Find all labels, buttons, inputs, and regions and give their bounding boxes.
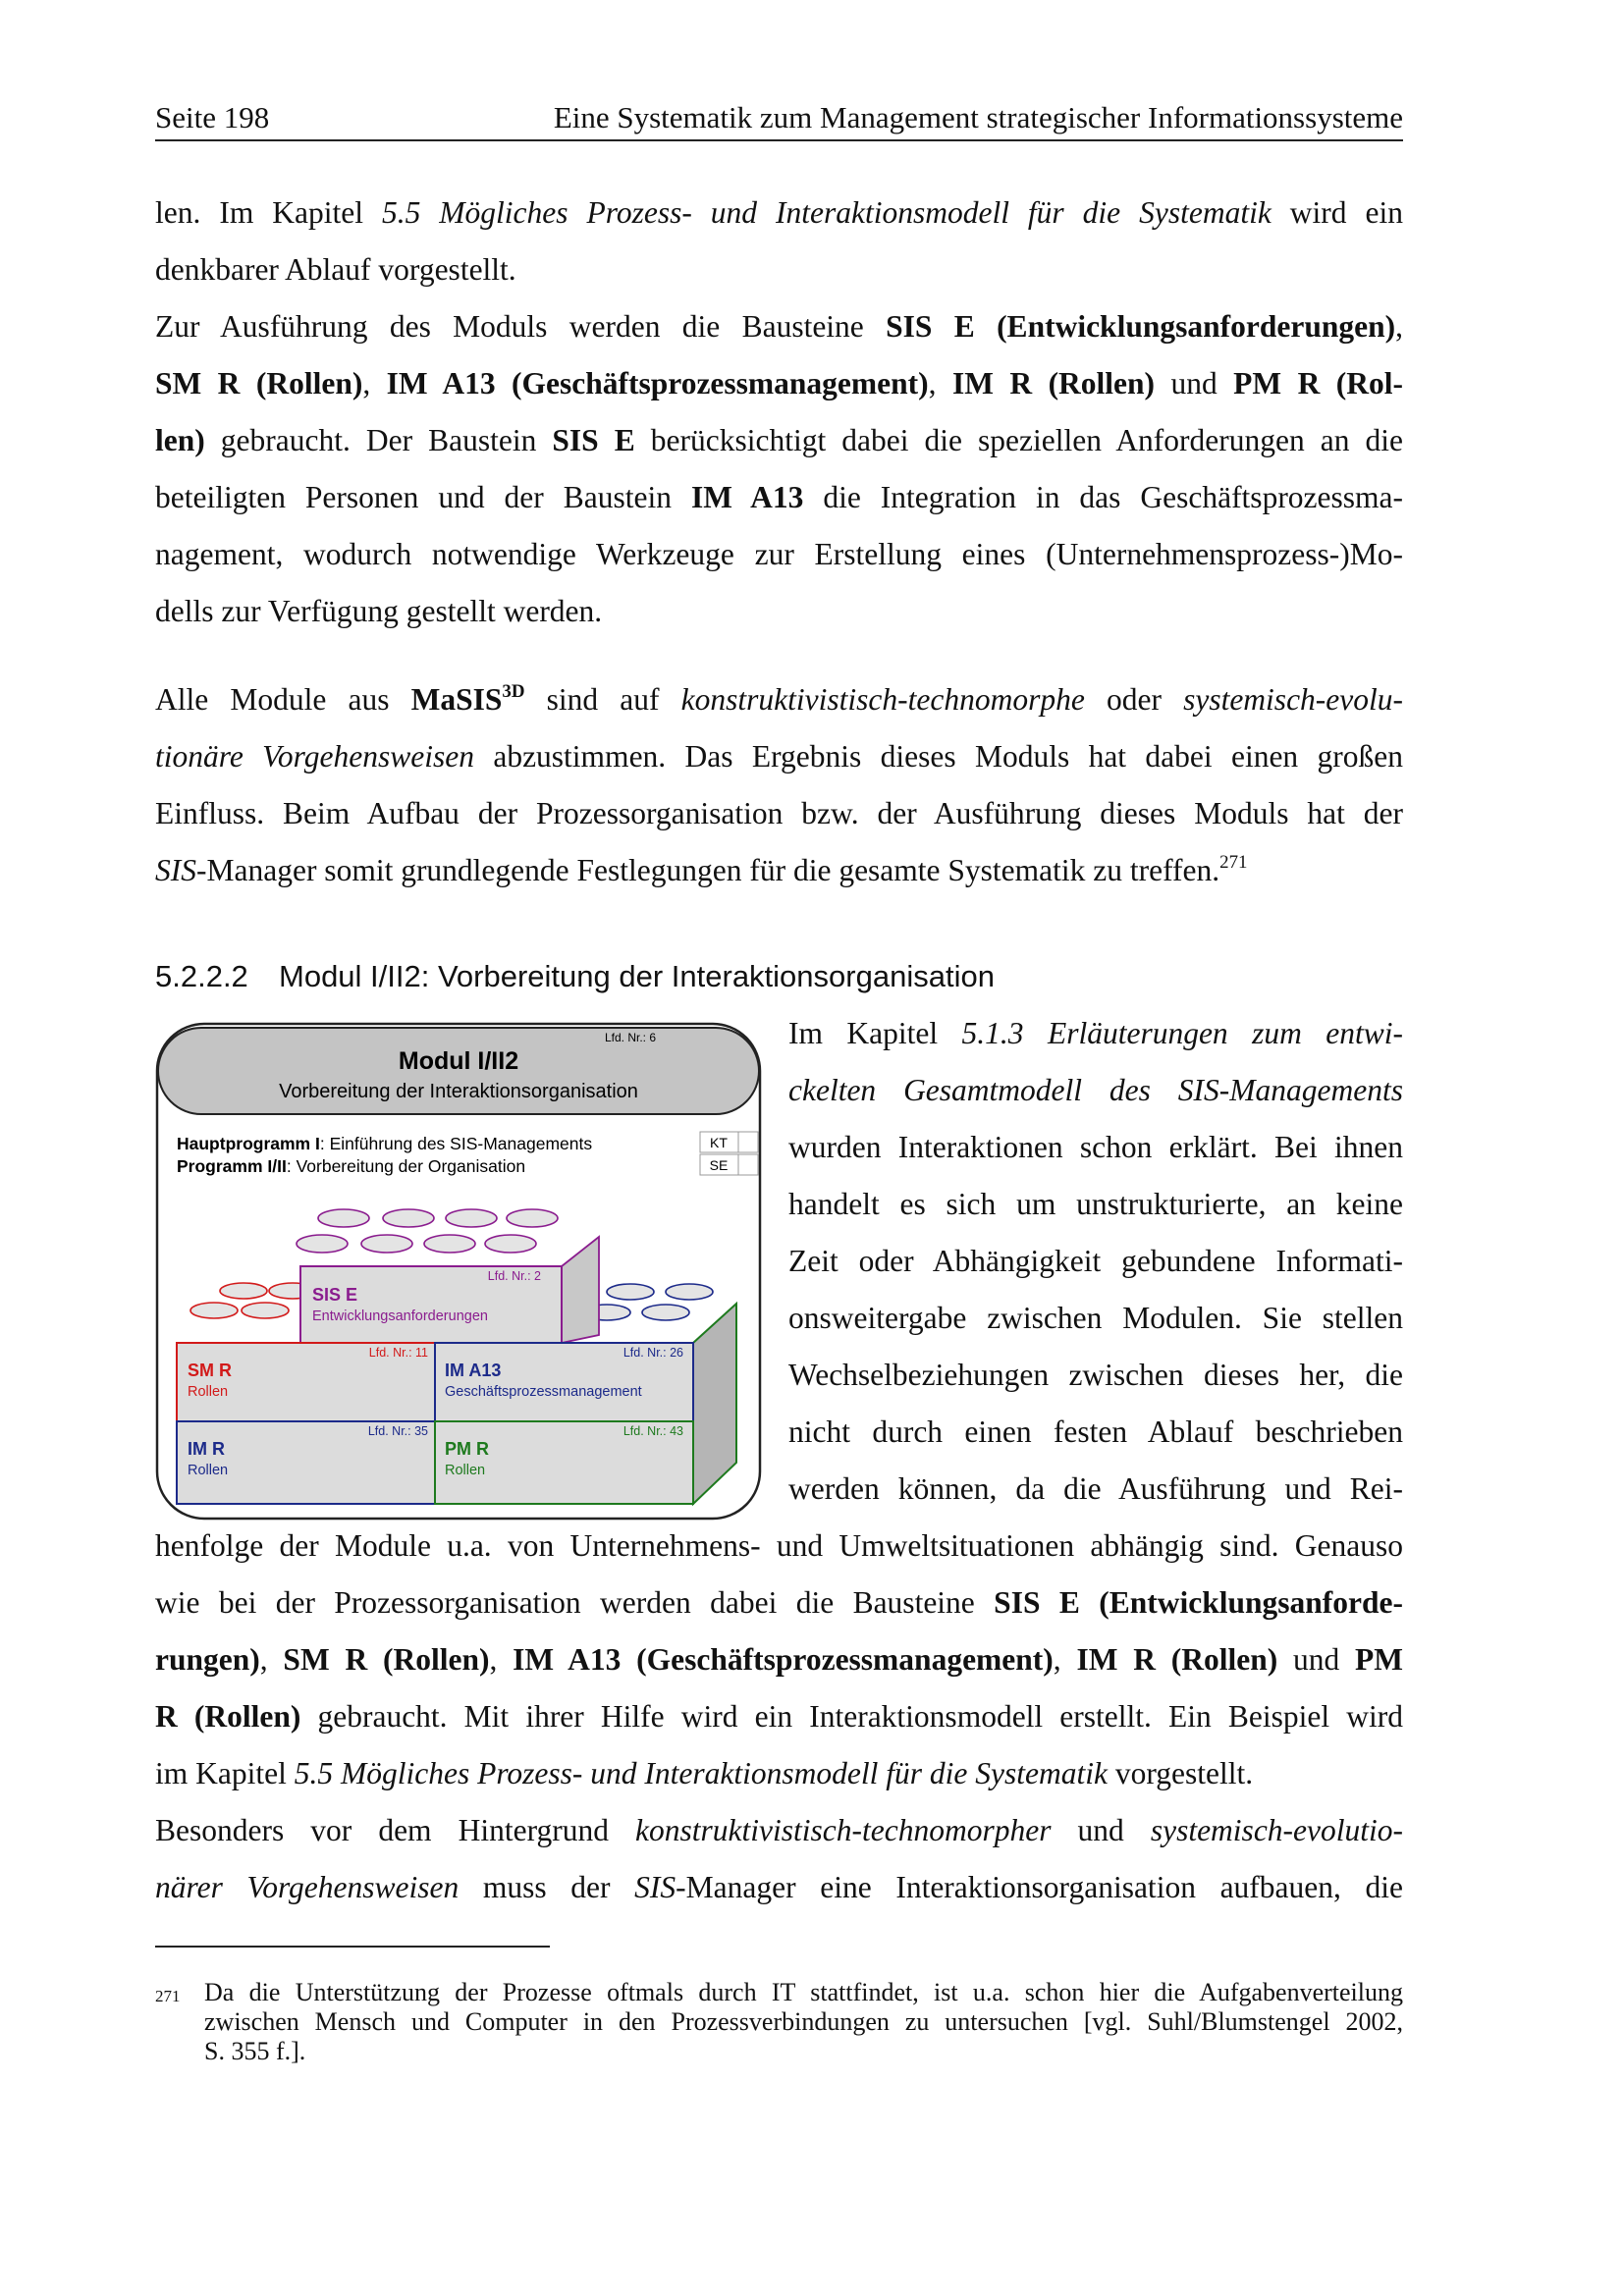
- running-title: Eine Systematik zum Management strategischer Informationssysteme: [553, 100, 1403, 134]
- footnote-line2: zwischen Mensch und Computer in den Prozessverbindungen zu untersuchen [vgl. Suhl/Blumstengel 2002,: [204, 2007, 1403, 2036]
- se-label: SE: [709, 1157, 729, 1173]
- para4-line7: Wechselbeziehungen zwischen dieses her, die: [788, 1358, 1403, 1392]
- section-number: 5.2.2.2: [155, 959, 248, 993]
- pm-r-name: PM R: [445, 1439, 489, 1459]
- im-r-desc: Rollen: [188, 1463, 229, 1478]
- programm-line: Programm I/II: Vorbereitung der Organisation: [177, 1156, 526, 1176]
- se-check: [738, 1154, 758, 1175]
- footnote-rule: [155, 1946, 550, 1948]
- para4-line8: nicht durch einen festen Ablauf beschrieben: [788, 1415, 1403, 1449]
- para2-line3: len) gebraucht. Der Baustein SIS E berücksichtigt dabei die speziellen Anforderungen an die: [155, 423, 1403, 457]
- sis-e-lfd: Lfd. Nr.: 2: [487, 1269, 541, 1283]
- sm-r-lfd: Lfd. Nr.: 11: [368, 1346, 428, 1360]
- para3-line2: tionäre Vorgehensweisen abzustimmen. Das Ergebnis dieses Moduls hat dabei einen großen: [155, 739, 1404, 774]
- para3-line3: Einfluss. Beim Aufbau der Prozessorganisation bzw. der Ausführung dieses Moduls hat der: [155, 796, 1403, 830]
- para4-line10: henfolge der Module u.a. von Unternehmens- und Umweltsituationen abhängig sind. Genauso: [155, 1528, 1403, 1563]
- para4-line14: im Kapitel 5.5 Mögliches Prozess- und Interaktionsmodell für die Systematik vorgestellt.: [155, 1756, 1254, 1790]
- para2-line1: Zur Ausführung des Moduls werden die Bausteine SIS E (Entwicklungsanforderungen),: [155, 309, 1403, 344]
- para4-line9: werden können, da die Ausführung und Rei-: [788, 1471, 1403, 1506]
- im-a13-desc: Geschäftsprozessmanagement: [445, 1384, 642, 1400]
- page-number: Seite 198: [155, 100, 270, 134]
- para1-line2: denkbarer Ablauf vorgestellt.: [155, 252, 516, 287]
- section-title: Modul I/II2: Vorbereitung der Interaktionsorganisation: [279, 959, 995, 993]
- module-lfd: Lfd. Nr.: 6: [604, 1031, 656, 1044]
- para2-line6: dells zur Verfügung gestellt werden.: [155, 594, 603, 628]
- footnote-ref: 271: [1219, 851, 1248, 873]
- footnote-number: 271: [155, 1987, 181, 2005]
- module-title: Modul I/II2: [398, 1047, 519, 1075]
- module-subtitle: Vorbereitung der Interaktionsorganisation: [279, 1081, 638, 1102]
- para3-line4: SIS-Manager somit grundlegende Festlegungen für die gesamte Systematik zu treffen.$^{271}$: [155, 851, 1248, 887]
- module-figure: [155, 1021, 764, 1523]
- hauptprogramm-line: Hauptprogramm I: Einführung des SIS-Managements: [177, 1134, 593, 1153]
- para5-line2: närer Vorgehensweisen muss der SIS-Manager eine Interaktionsorganisation aufbauen, die: [155, 1870, 1404, 1904]
- para4-line4: handelt es sich um unstrukturierte, an keine: [788, 1187, 1403, 1221]
- para4-line5: Zeit oder Abhängigkeit gebundene Informati-: [788, 1244, 1403, 1278]
- para4-line13: R (Rollen) gebraucht. Mit ihrer Hilfe wird ein Interaktionsmodell erstellt. Ein Beispiel wird: [155, 1699, 1403, 1734]
- para2-line4: beteiligten Personen und der Baustein IM A13 die Integration in das Geschäftsprozessma-: [155, 480, 1404, 514]
- pm-r-lfd: Lfd. Nr.: 43: [622, 1424, 683, 1438]
- sis-e-name: SIS E: [312, 1285, 358, 1305]
- para2-line5: nagement, wodurch notwendige Werkzeuge zur Erstellung eines (Unternehmensprozess-)Mo-: [155, 537, 1403, 571]
- section-heading: [155, 957, 995, 996]
- kt-check: [738, 1132, 758, 1152]
- im-r-name: IM R: [188, 1439, 225, 1459]
- pm-r-desc: Rollen: [445, 1463, 486, 1478]
- sis-e-desc: Entwicklungsanforderungen: [312, 1308, 488, 1324]
- para4-line6: onsweitergabe zwischen Modulen. Sie stellen: [788, 1301, 1403, 1335]
- para4-line2: ckelten Gesamtmodell des SIS-Managements: [788, 1073, 1403, 1107]
- kt-label: KT: [710, 1135, 728, 1150]
- para4-line12: rungen), SM R (Rollen), IM A13 (Geschäftsprozessmanagement), IM R (Rollen) und PM: [155, 1642, 1404, 1677]
- im-r-lfd: Lfd. Nr.: 35: [367, 1424, 428, 1438]
- footnote-line3: S. 355 f.].: [204, 2037, 306, 2065]
- para5-line1: Besonders vor dem Hintergrund konstruktivistisch-technomorpher und systemisch-evolutio-: [155, 1813, 1403, 1847]
- para4-line1: Im Kapitel 5.1.3 Erläuterungen zum entwi-: [788, 1016, 1404, 1050]
- footnote-line1: Da die Unterstützung der Prozesse oftmals durch IT stattfindet, ist u.a. schon hier die Aufgabenverteilung: [204, 1978, 1403, 2006]
- running-header: [155, 96, 1403, 141]
- im-a13-name: IM A13: [445, 1361, 502, 1380]
- sm-r-desc: Rollen: [188, 1384, 229, 1400]
- sm-r-name: SM R: [188, 1361, 232, 1380]
- para4-line3: wurden Interaktionen schon erklärt. Bei ihnen: [788, 1130, 1403, 1164]
- para2-line2: SM R (Rollen), IM A13 (Geschäftsprozessmanagement), IM R (Rollen) und PM R (Rol-: [155, 366, 1403, 400]
- para1-line1: len. Im Kapitel 5.5 Mögliches Prozess- und Interaktionsmodell für die Systematik wird ein: [155, 195, 1403, 230]
- para3-line1: Alle Module aus MaSIS$^{3D}$ sind auf konstruktivistisch-technomorphe oder systemisch-evolu-: [155, 680, 1403, 717]
- para4-line11: wie bei der Prozessorganisation werden dabei die Bausteine SIS E (Entwicklungsanforde-: [155, 1585, 1404, 1620]
- im-a13-lfd: Lfd. Nr.: 26: [622, 1346, 683, 1360]
